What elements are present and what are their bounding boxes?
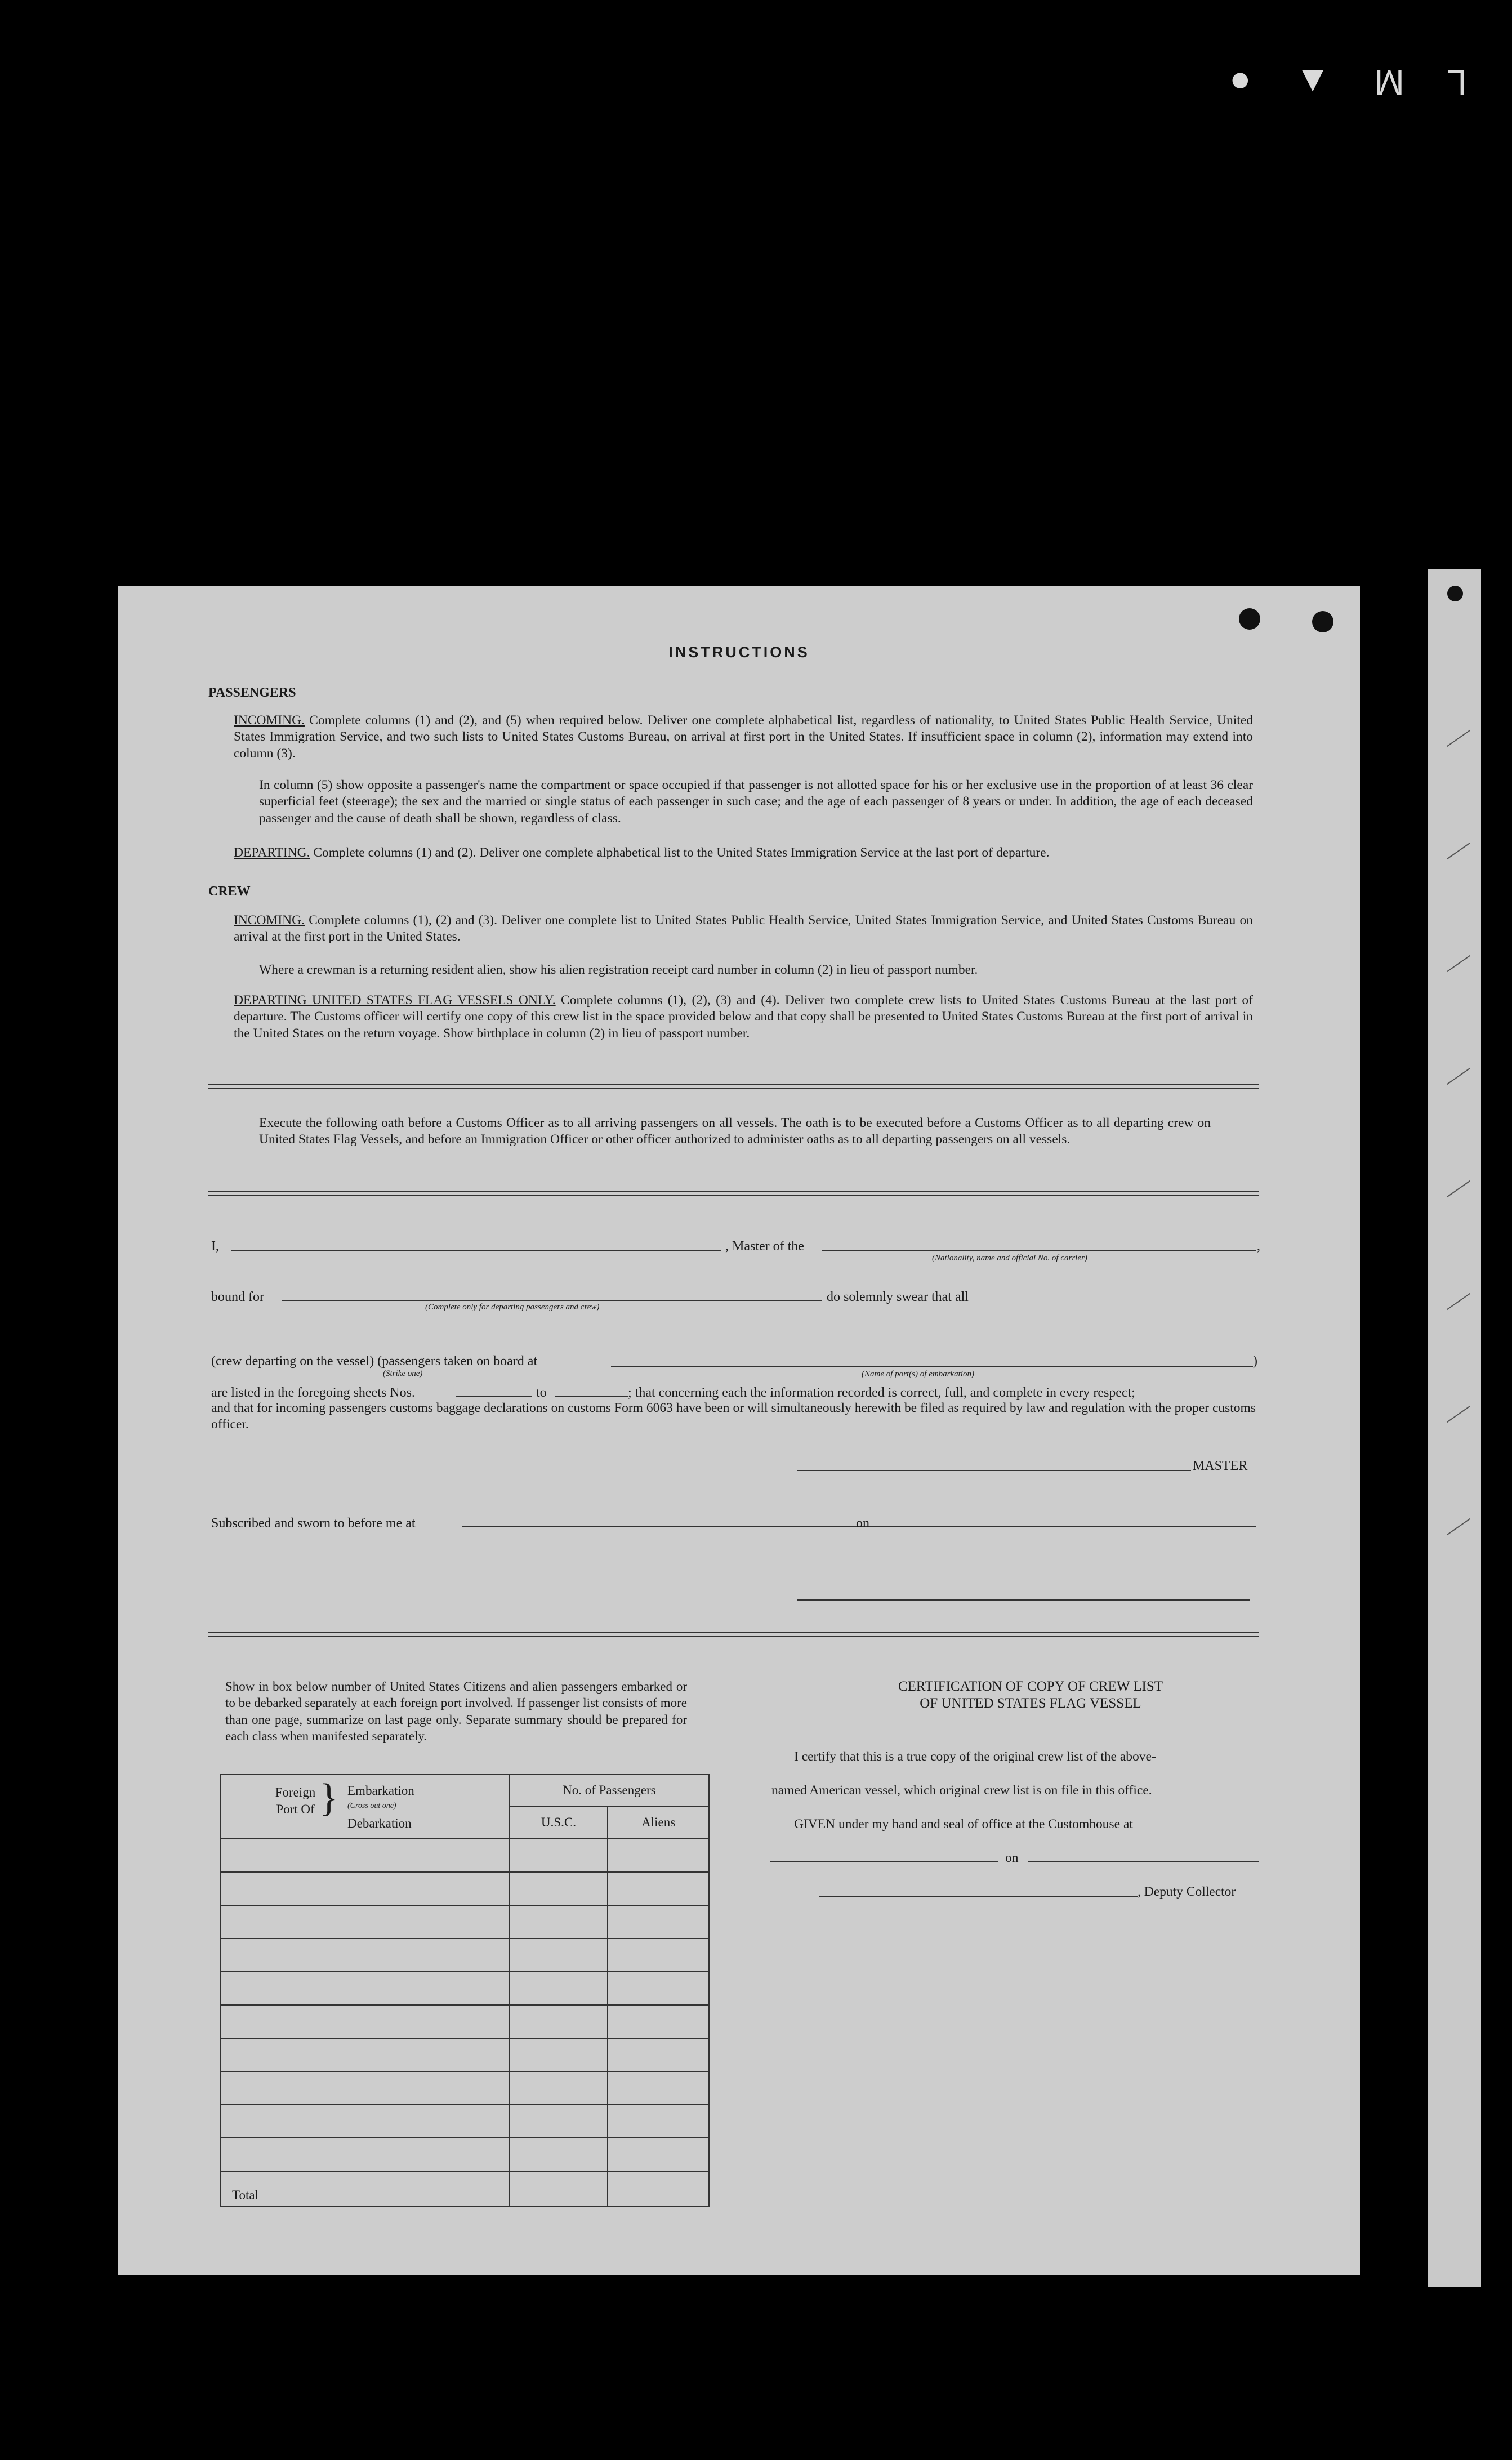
divider [208, 1632, 1259, 1637]
listed-text-3: and that for incoming passengers customs baggage declarations on customs Form 6063 have been or will simultaneously herewith be filed as required by law and regulation with the proper customs officer. [211, 1401, 1256, 1432]
crew-heading: CREW [208, 884, 251, 899]
nationality-caption: (Nationality, name and official No. of carrier) [932, 1254, 1087, 1263]
subscribed-label: Subscribed and sworn to before me at [211, 1516, 416, 1531]
divider [208, 1084, 1259, 1089]
certification-title-2: OF UNITED STATES FLAG VESSEL [920, 1696, 1141, 1711]
table-row [220, 1972, 709, 2005]
deputy-label: , Deputy Collector [1138, 1884, 1236, 1899]
no-passengers-header: No. of Passengers [510, 1775, 709, 1807]
crew-departing-text: Complete columns (1), (2), (3) and (4). Deliver two complete crew lists to United States Customs Bureau at the last port of departure. The Customs officer will certify one copy of this crew list in the space provided below and that copy shall be presented to United States Customs Bureau at the first port of arrival in the United States on the return voyage. Show birthplace in column (2) in lieu of passport number. [234, 993, 1253, 1041]
oath-i-label: I, [211, 1239, 219, 1254]
listed-text-2: ; that concerning each the information recorded is correct, full, and complete in every respect; [628, 1385, 1135, 1400]
table-row [220, 2038, 709, 2071]
sworn-date-field[interactable] [878, 1526, 1256, 1527]
listed-text-1: are listed in the foregoing sheets Nos. [211, 1385, 415, 1400]
usc-header: U.S.C. [510, 1807, 608, 1839]
given-text: GIVEN under my hand and seal of office at the Customhouse at [794, 1817, 1133, 1831]
adjacent-page-edge [1428, 569, 1481, 2287]
officer-signature-field[interactable] [797, 1599, 1250, 1601]
crew-departing-paragraph [234, 992, 1253, 1042]
close-paren: ) [1253, 1354, 1257, 1369]
crew-departing-lead: DEPARTING UNITED STATES FLAG VESSELS ONLY. [234, 993, 556, 1008]
table-row [220, 2105, 709, 2138]
table-row [220, 2005, 709, 2038]
crew-passengers-label: (crew departing on the vessel) (passengers taken on board at [211, 1354, 538, 1369]
cross-out-caption: (Cross out one) [347, 1802, 396, 1810]
embarkation-label: Embarkation [347, 1784, 414, 1798]
divider [208, 1191, 1259, 1196]
deputy-signature-field[interactable] [819, 1896, 1138, 1897]
destination-field[interactable] [282, 1300, 822, 1301]
passengers-incoming-paragraph [234, 712, 1253, 762]
crew-incoming-text: Complete columns (1), (2) and (3). Deliver one complete list to United States Public Health Service, United States Immigration Service, and United States Customs Bureau on arrival at the first port in the United States. [234, 913, 1253, 944]
total-row [220, 2171, 709, 2207]
sheet-from-field[interactable] [456, 1396, 532, 1397]
form-page: INSTRUCTIONS PASSENGERS INCOMING. Complete columns (1) and (2), and (5) when required below. Deliver one complete alphabetical list, regardless of nationality, to United States Public Health Service, United States Immigration Service, and two such lists to United States Customs Bureau, on arrival at first port in the United States. If insufficient space in column (2), information may extend into column (3). In column (5) show opposite a passenger's name the compartment or space occupied if that passenger is not allotted space for his or her exclusive use in the proportion of at least 36 clear superficial feet (steerage); the sex and the married or single status of each passenger in such case; and the age of each passenger of 8 years or under. In addition, the age of each deceased passenger and the cause of death shall be shown, regardless of class. DEPARTING. Complete columns (1) and (2). Deliver one complete alphabetical list to the United States Immigration Service at the last port of departure. CREW INCOMING. Complete columns (1), (2) and (3). Deliver one complete list to United States Public Health Service, United States Immigration Service, and United States Customs Bureau on arrival at the first port in the United States. Where a crewman is a returning resident alien, show his alien registration receipt card number in column (2) in lieu of passport number. DEPARTING UNITED STATES FLAG VESSELS ONLY. Complete columns (1), (2), (3) and (4). Deliver two complete crew lists to United States Customs Bureau at the last port of departure. The Customs officer will certify one copy of this crew list in the space provided below and that copy shall be presented to United States Customs Bureau at the first port of arrival in the United States on the return voyage. Show birthplace in column (2) in lieu of passport number. Execute the following oath before a Customs Officer as to all arriving passengers on all vessels. The oath is to be executed before a Customs Officer as to all departing crew on United States Flag Vessels, and before an Immigration Officer or other officer authorized to administer oaths as to all departing passengers on all vessels. I, , Master of the , (Nationality, name and official No. of carrier) bound for (Complete only for departing passengers and crew) do solemnly swear that all (crew departing on the vessel) (passengers taken on board at (Strike one) ) (Name of port(s) of embarkation) are listed in the foregoing sheets Nos. to ; that concerning each the information recorded is correct, full, and complete in every respect; and that for incoming passengers customs baggage declarations on customs Form 6063 have been or will simultaneously herewith be filed as required by law and regulation with the proper customs officer. MASTER Subscribed and sworn to before me at on Show in box below number of United States Citizens and alien passengers embarked or to be debarked separately at each foreign port involved. If passenger list consists of more than one page, summarize on last page only. Separate summary should be prepared for each class when manifested separately. Foreign Port Of } Embarkation (Cross out one) Debarkation No. of Passengers U.S.C. Aliens Total CERTIFICATION OF COPY OF CREW LIST OF UNITED STATES FLAG VESSEL I certify that this is a true copy of the original crew list of the above- named American vessel, which original crew list is on file in this office. GIVEN under my hand and seal of office at the Customhouse at on , Deputy Collector [118, 586, 1360, 2275]
passengers-incoming-lead: INCOMING. [234, 713, 305, 728]
departing-caption: (Complete only for departing passengers and crew) [425, 1303, 600, 1312]
oath-intro: Execute the following oath before a Customs Officer as to all arriving passengers on all vessels. The oath is to be executed before a Customs Officer as to all departing crew on United States Flag Vessels, and before an Immigration Officer or other officer authorized to administer oaths as to all departing passengers on all vessels. [259, 1116, 1211, 1147]
crew-incoming-lead: INCOMING. [234, 913, 305, 928]
port-header-cell: Foreign Port Of } Embarkation (Cross out one) Debarkation [220, 1775, 510, 1839]
passengers-column5-paragraph: In column (5) show opposite a passenger's name the compartment or space occupied if that passenger is not allotted space for his or her exclusive use in the proportion of at least 36 clear superficial feet (steerage); the sex and the married or single status of each passenger in such case; and the age of each passenger of 8 years or under. In addition, the age of each deceased passenger and the cause of death shall be shown, regardless of class. [259, 778, 1253, 826]
passengers-departing-paragraph [234, 845, 1253, 861]
sheet-to-field[interactable] [555, 1396, 628, 1397]
to-label: to [536, 1385, 547, 1400]
table-row [220, 1872, 709, 1905]
strike-one-caption: (Strike one) [383, 1369, 423, 1378]
summary-instructions: Show in box below number of United States Citizens and alien passengers embarked or to be debarked separately at each foreign port involved. If passenger list consists of more than one page, summarize on last page only. Separate summary should be prepared for each class when manifested separately. [225, 1679, 687, 1744]
ports-caption: (Name of port(s) of embarkation) [862, 1370, 974, 1379]
page-title: INSTRUCTIONS [668, 644, 810, 661]
customhouse-field[interactable] [770, 1861, 998, 1862]
cert-date-field[interactable] [1028, 1861, 1259, 1862]
swear-label: do solemnly swear that all [827, 1290, 969, 1304]
carrier-field[interactable] [822, 1250, 1256, 1251]
master-label: MASTER [1193, 1459, 1248, 1473]
table-row [220, 2138, 709, 2171]
embarkation-port-field[interactable] [611, 1366, 1253, 1367]
bound-for-label: bound for [211, 1290, 264, 1304]
passengers-departing-text: Complete columns (1) and (2). Deliver one complete alphabetical list to the United States Immigration Service at the last port of departure. [313, 845, 1050, 860]
passengers-incoming-text: Complete columns (1) and (2), and (5) when required below. Deliver one complete alphabetical list, regardless of nationality, to United States Public Health Service, United States Immigration Service, and two such lists to United States Customs Bureau, on arrival at first port in the United States. If insufficient space in column (2), information may extend into column (3). [234, 713, 1254, 761]
master-signature-field[interactable] [797, 1470, 1191, 1471]
certify-text-1: I certify that this is a true copy of the original crew list of the above- [794, 1749, 1156, 1764]
table-row [220, 2071, 709, 2105]
certification-title-1: CERTIFICATION OF COPY OF CREW LIST [898, 1679, 1163, 1694]
passenger-summary-table [220, 1774, 710, 2207]
debarkation-label: Debarkation [347, 1816, 412, 1830]
crew-incoming-paragraph [234, 912, 1253, 946]
crew-resident-paragraph: Where a crewman is a returning resident alien, show his alien registration receipt card number in column (2) in lieu of passport number. [259, 962, 978, 977]
certify-text-2: named American vessel, which original crew list is on file in this office. [771, 1783, 1152, 1798]
master-of-label: , Master of the [725, 1239, 804, 1254]
punch-hole-icon [1239, 608, 1260, 630]
table-row [220, 1905, 709, 1938]
cert-on-label: on [1005, 1851, 1019, 1865]
foreign-port-label: Foreign Port Of [275, 1785, 316, 1816]
sworn-on-label: on [856, 1516, 869, 1531]
punch-hole-icon [1312, 611, 1333, 632]
film-corner-marks: L M ▲ ● [1212, 63, 1467, 103]
passengers-heading: PASSENGERS [208, 685, 296, 700]
aliens-header: Aliens [608, 1807, 709, 1839]
total-label: Total [220, 2171, 510, 2207]
table-row [220, 1839, 709, 1872]
passengers-departing-lead: DEPARTING. [234, 845, 310, 860]
punch-hole-icon [1447, 586, 1463, 601]
table-row [220, 1938, 709, 1972]
master-name-field[interactable] [231, 1250, 721, 1251]
